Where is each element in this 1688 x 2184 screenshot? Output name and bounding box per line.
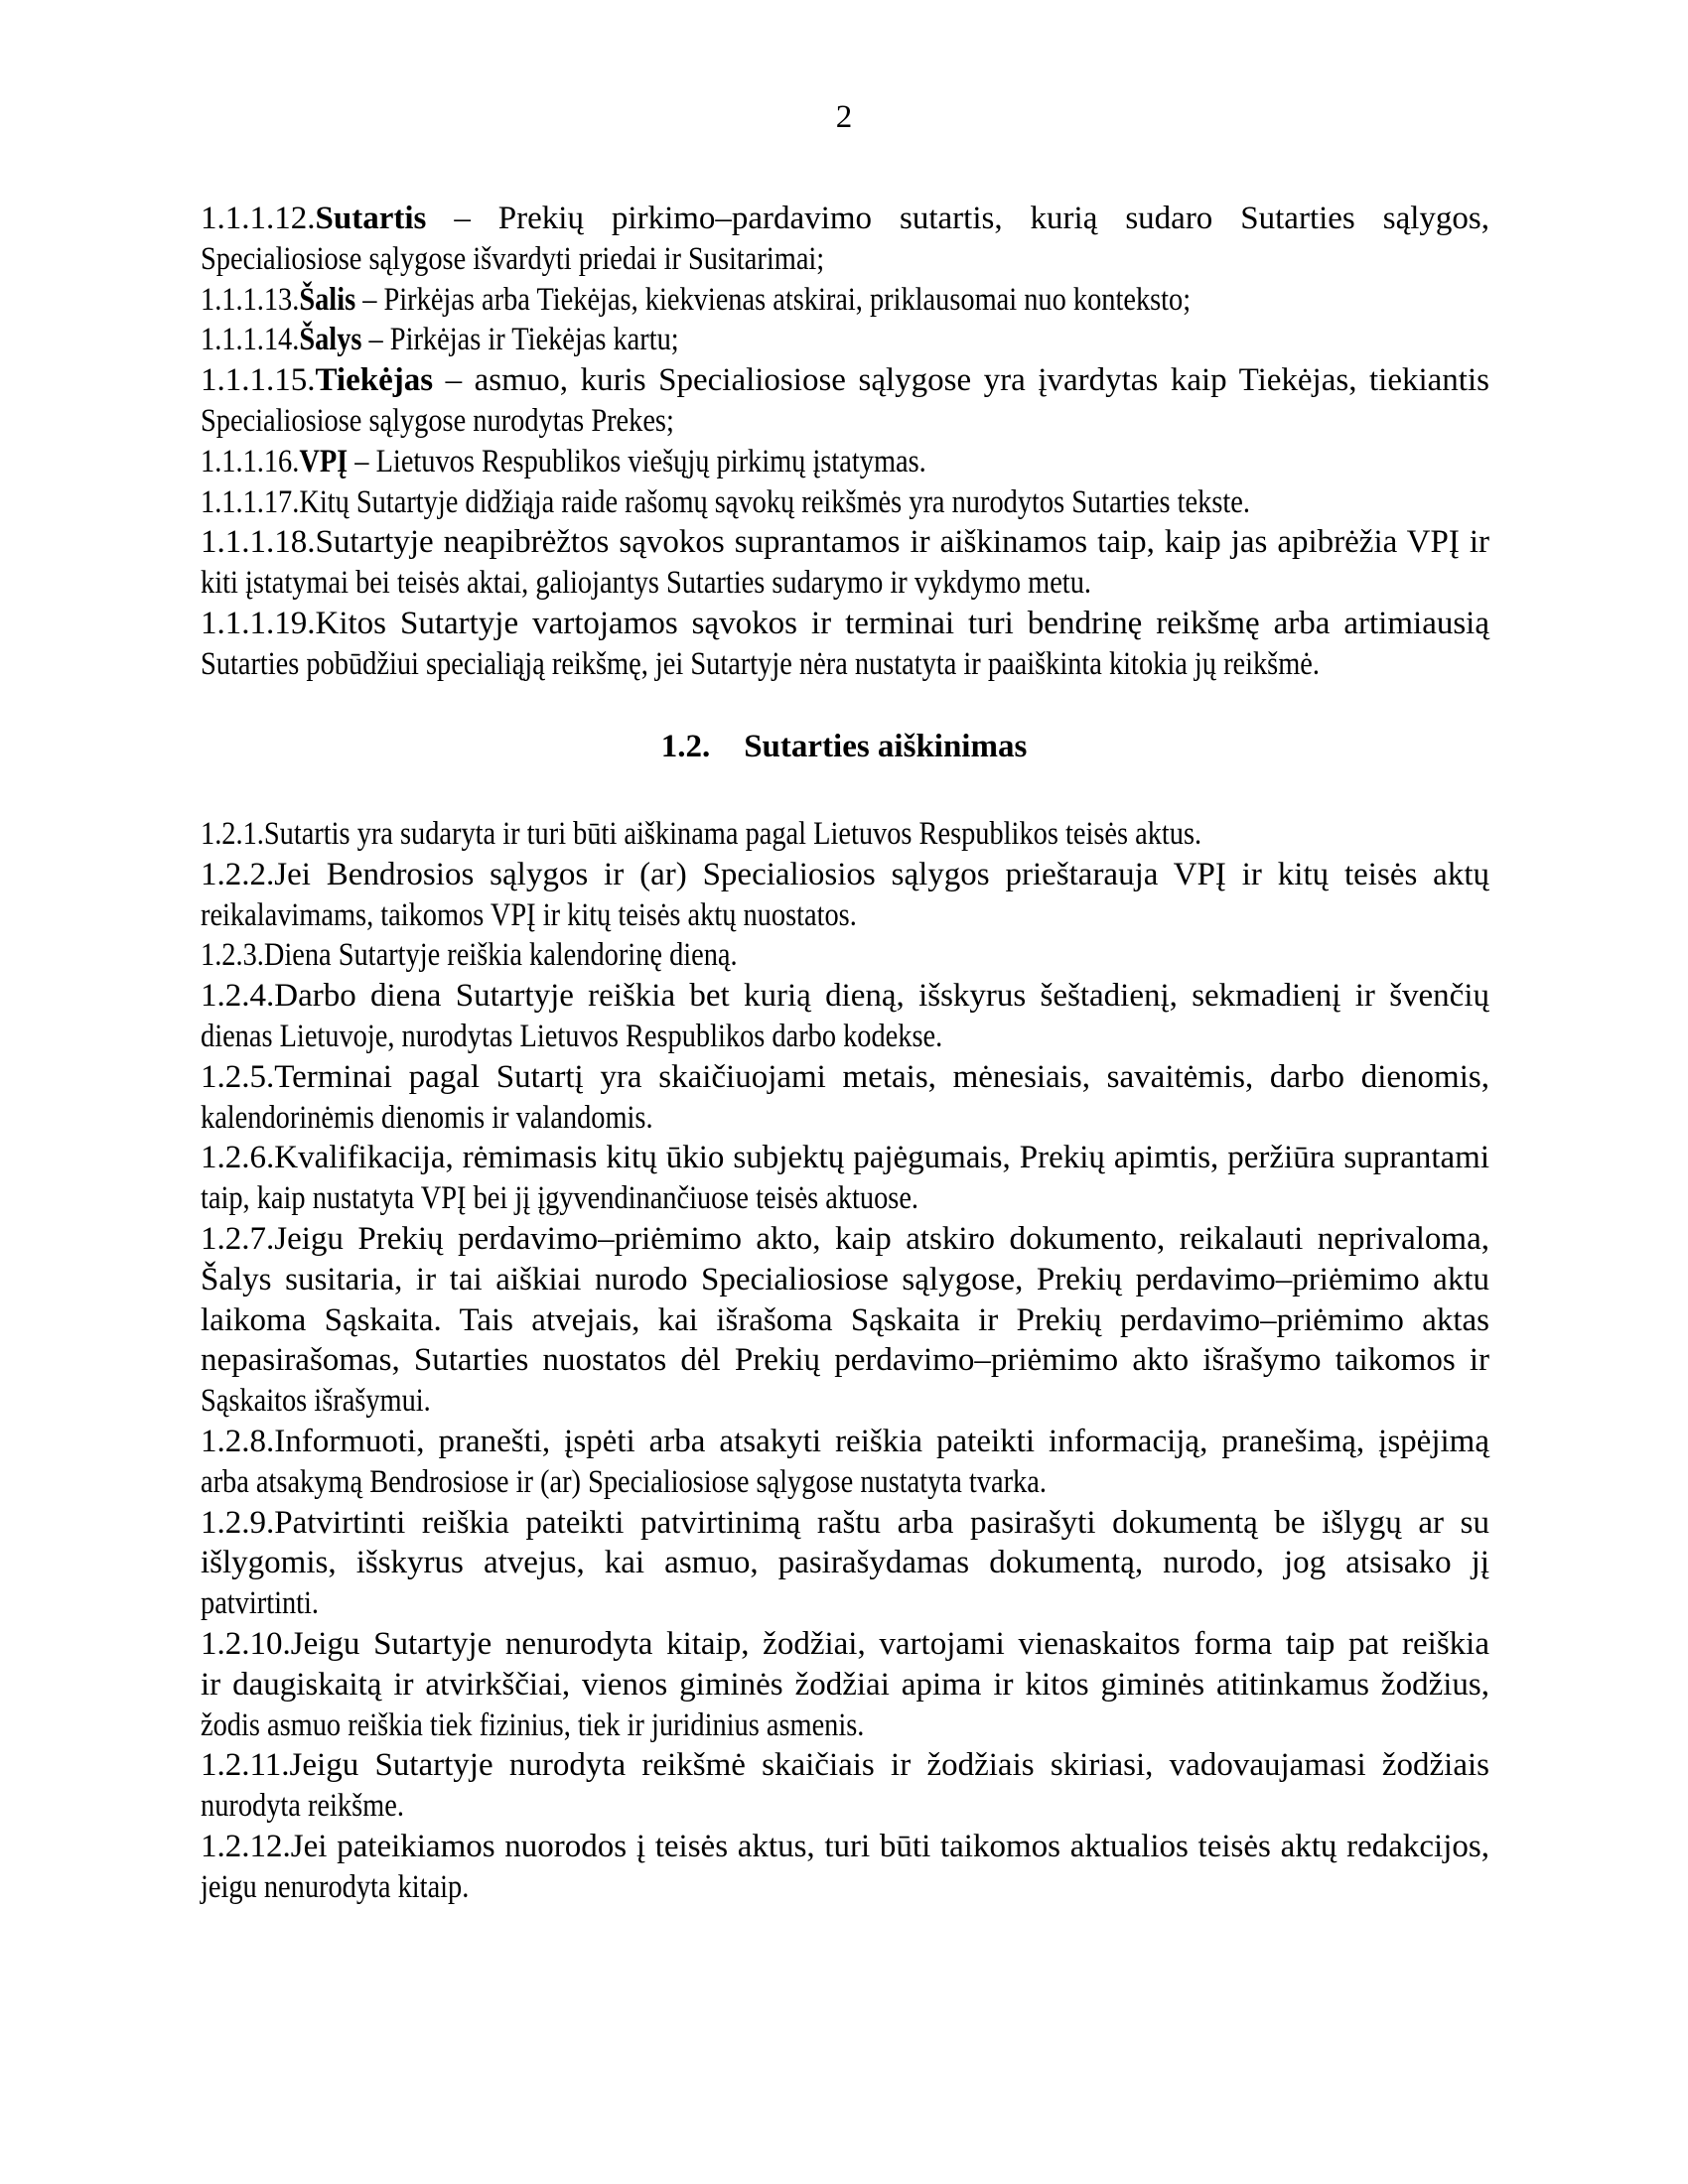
clause-line — [201, 644, 1489, 685]
clause-line — [201, 1462, 1489, 1503]
clause-line — [201, 1665, 1489, 1706]
clause-text: taip, kaip nustatyta VPĮ bei jį įgyvendinančiuose teisės aktuose. — [201, 1180, 919, 1217]
clause — [201, 855, 1489, 936]
clause-number: 1.2.1. — [201, 816, 264, 852]
clause-line — [201, 1178, 1489, 1219]
defined-term: VPĮ — [299, 443, 349, 479]
clause-line — [201, 604, 1489, 644]
clause-line — [201, 239, 1489, 280]
clause — [201, 935, 1489, 976]
clause-line — [201, 482, 1489, 523]
clause-number: 1.1.1.19. — [201, 605, 316, 641]
clause-number: 1.1.1.14. — [201, 322, 300, 358]
clause-number: 1.2.2. — [201, 856, 275, 892]
clause-text: Jei Bendrosios sąlygos ir (ar) Specialiosios sąlygos prieštarauja VPĮ ir kitų teisės aktų — [274, 856, 1489, 892]
clause — [201, 1503, 1489, 1624]
section-heading-title: Sutarties aiškinimas — [744, 729, 1028, 764]
clause-text: – asmuo, kuris Specialiosiose sąlygose yra įvardytas kaip Tiekėjas, tiekiantis — [433, 362, 1489, 399]
clause-text: Jeigu Sutartyje nenurodyta kitaip, žodžiai, vartojami vienaskaitos forma taip pat reiškia — [290, 1625, 1489, 1662]
clause-number: 1.1.1.18. — [201, 524, 316, 561]
clause — [201, 442, 1489, 482]
clause-text: jeigu nenurodyta kitaip. — [201, 1868, 470, 1905]
clause-line — [201, 1422, 1489, 1462]
clause-text: nurodyta reikšme. — [201, 1788, 404, 1825]
clause-line — [201, 1381, 1489, 1422]
clause-line — [201, 1260, 1489, 1300]
clause — [201, 199, 1489, 280]
clause-number: 1.2.6. — [201, 1140, 275, 1176]
clause-text: dienas Lietuvoje, nurodytas Lietuvos Respublikos darbo kodekse. — [201, 1018, 943, 1054]
defined-term: Tiekėjas — [315, 362, 434, 399]
clause-text: kalendorinėmis dienomis ir valandomis. — [201, 1099, 653, 1136]
clause-number: 1.1.1.12. — [201, 201, 316, 236]
section-heading-number: 1.2. — [660, 729, 711, 764]
clause-text: Specialiosiose sąlygose nurodytas Prekes; — [201, 402, 674, 439]
clause-number: 1.2.7. — [201, 1220, 275, 1257]
clause-number: 1.1.1.16. — [201, 443, 300, 479]
clause-line — [201, 1017, 1489, 1057]
clause-text: – Prekių pirkimo–pardavimo sutartis, kurią sudaro Sutarties sąlygos, — [426, 201, 1489, 236]
clause — [201, 522, 1489, 604]
interpretation-list — [201, 814, 1489, 1908]
clause-text: – Pirkėjas arba Tiekėjas, kiekvienas atskirai, priklausomai nuo konteksto; — [355, 281, 1192, 318]
clause-text: Kvalifikacija, rėmimasis kitų ūkio subjektų pajėgumais, Prekių apimtis, peržiūra suprantami — [274, 1140, 1489, 1176]
clause-line — [201, 855, 1489, 895]
clause-text: Specialiosiose sąlygose išvardyti priedai ir Susitarimai; — [201, 240, 825, 277]
clause-line — [201, 895, 1489, 936]
clause-line — [201, 1867, 1489, 1908]
clause — [201, 1827, 1489, 1908]
clause-line — [201, 976, 1489, 1017]
clause-text: laikoma Sąskaita. Tais atvejais, kai išrašoma Sąskaita ir Prekių perdavimo–priėmimo aktas — [201, 1301, 1489, 1338]
clause — [201, 1745, 1489, 1827]
clause-line — [201, 563, 1489, 604]
clause-text: Jei pateikiamos nuorodos į teisės aktus, turi būti taikomos aktualios teisės aktų redakcijos, — [290, 1828, 1489, 1864]
clause-text: Sutartyje neapibrėžtos sąvokos suprantamos ir aiškinamos taip, kaip jas apibrėžia VPĮ ir — [315, 524, 1489, 561]
clause — [201, 1219, 1489, 1422]
defined-term: Šalis — [299, 281, 356, 318]
clause-number: 1.2.4. — [201, 978, 275, 1015]
clause-line — [201, 320, 1489, 360]
clause-line — [201, 280, 1489, 321]
clause-line — [201, 1583, 1489, 1624]
defined-term: Sutartis — [315, 201, 427, 236]
clause-text: Darbo diena Sutartyje reiškia bet kurią dieną, išskyrus šeštadienį, sekmadienį ir švenčių — [274, 978, 1489, 1015]
clause-text: arba atsakymą Bendrosiose ir (ar) Specialiosiose sąlygose nustatyta tvarka. — [201, 1463, 1047, 1500]
clause — [201, 1138, 1489, 1219]
clause-line — [201, 1098, 1489, 1139]
clause-text: patvirtinti. — [201, 1585, 320, 1622]
clause-text: žodis asmuo reiškia tiek fizinius, tiek ir juridinius asmenis. — [201, 1706, 865, 1743]
clause-text: Sutarties pobūdžiui specialiąją reikšmę, jei Sutartyje nėra nustatyta ir paaiškinta kitokia jų reikšmė. — [201, 645, 1321, 682]
clause-text: nepasirašomas, Sutarties nuostatos dėl Prekių perdavimo–priėmimo akto išrašymo taikomos ir — [201, 1342, 1489, 1379]
page-number: 2 — [835, 99, 853, 135]
clause — [201, 1057, 1489, 1139]
clause-number: 1.2.8. — [201, 1423, 275, 1459]
clause — [201, 1422, 1489, 1503]
clause-line — [201, 935, 1489, 976]
section-heading — [0, 727, 1688, 766]
clause-number: 1.2.3. — [201, 937, 264, 974]
clause-text: Jeigu Prekių perdavimo–priėmimo akto, kaip atskiro dokumento, reikalauti neprivaloma, — [274, 1220, 1489, 1257]
clause-text: Informuoti, pranešti, įspėti arba atsakyti reiškia pateikti informaciją, pranešimą, įspėjimą — [274, 1423, 1489, 1459]
clause-text: – Pirkėjas ir Tiekėjas kartu; — [361, 322, 679, 358]
clause-line — [201, 1624, 1489, 1665]
clause-text: reikalavimams, taikomos VPĮ ir kitų teisės aktų nuostatos. — [201, 896, 857, 933]
clause-line — [201, 1503, 1489, 1544]
clause-text: Patvirtinti reiškia pateikti patvirtinimą raštu arba pasirašyti dokumentą be išlygų ar su — [274, 1504, 1489, 1541]
clause-line — [201, 1827, 1489, 1867]
clause-text: Jeigu Sutartyje nurodyta reikšmė skaičiais ir žodžiais skiriasi, vadovaujamasi žodžiais — [289, 1747, 1489, 1784]
clause-line — [201, 1219, 1489, 1260]
clause-text: Terminai pagal Sutartį yra skaičiuojami metais, mėnesiais, savaitėmis, darbo dienomis, — [274, 1058, 1489, 1095]
clause-line — [201, 1300, 1489, 1341]
clause-line — [201, 401, 1489, 442]
clause-text: Kitų Sutartyje didžiąja raide rašomų sąvokų reikšmės yra nurodytos Sutarties tekste. — [299, 483, 1250, 520]
defined-term: Šalys — [299, 322, 362, 358]
clause-text: Sutartis yra sudaryta ir turi būti aiškinama pagal Lietuvos Respublikos teisės aktus. — [263, 816, 1202, 852]
definitions-list — [201, 199, 1489, 685]
clause — [201, 1624, 1489, 1745]
clause-text: Kitos Sutartyje vartojamos sąvokos ir terminai turi bendrinę reikšmę arba artimiausią — [315, 605, 1489, 641]
clause-line — [201, 1706, 1489, 1746]
clause-line — [201, 360, 1489, 401]
clause-number: 1.1.1.13. — [201, 281, 300, 318]
clause — [201, 604, 1489, 685]
clause — [201, 976, 1489, 1057]
clause-line — [201, 1745, 1489, 1786]
clause-text: išlygomis, išskyrus atvejus, kai asmuo, pasirašydamas dokumentą, nurodo, jog atsisako jį — [201, 1545, 1489, 1581]
clause-line — [201, 1057, 1489, 1098]
clause-number: 1.1.1.17. — [201, 483, 300, 520]
clause — [201, 814, 1489, 855]
clause-number: 1.2.9. — [201, 1504, 275, 1541]
clause-text: Diena Sutartyje reiškia kalendorinę dieną. — [263, 937, 738, 974]
clause-line — [201, 522, 1489, 563]
clause-text: Šalys susitaria, ir tai aiškiai nurodo Specialiosiose sąlygose, Prekių perdavimo–priėmimo aktu — [201, 1261, 1489, 1297]
clause-number: 1.2.5. — [201, 1058, 275, 1095]
clause — [201, 360, 1489, 442]
clause-number: 1.2.11. — [201, 1747, 290, 1784]
clause-line — [201, 1786, 1489, 1827]
clause-number: 1.2.12. — [201, 1828, 291, 1864]
clause-line — [201, 1138, 1489, 1178]
clause-line — [201, 442, 1489, 482]
clause-text: ir daugiskaitą ir atvirkščiai, vienos giminės žodžiai apima ir kitos giminės atitinkamus žodžius, — [201, 1666, 1489, 1703]
clause-text: Sąskaitos išrašymui. — [201, 1383, 431, 1420]
clause-text: kiti įstatymai bei teisės aktai, galiojantys Sutarties sudarymo ir vykdymo metu. — [201, 565, 1091, 602]
clause-number: 1.1.1.15. — [201, 362, 316, 399]
clause — [201, 482, 1489, 523]
clause-number: 1.2.10. — [201, 1625, 291, 1662]
clause-line — [201, 1340, 1489, 1381]
clause-text: – Lietuvos Respublikos viešųjų pirkimų įstatymas. — [348, 443, 926, 479]
clause — [201, 320, 1489, 360]
clause-line — [201, 814, 1489, 855]
clause — [201, 280, 1489, 321]
clause-line — [201, 1543, 1489, 1583]
clause-line — [201, 199, 1489, 239]
